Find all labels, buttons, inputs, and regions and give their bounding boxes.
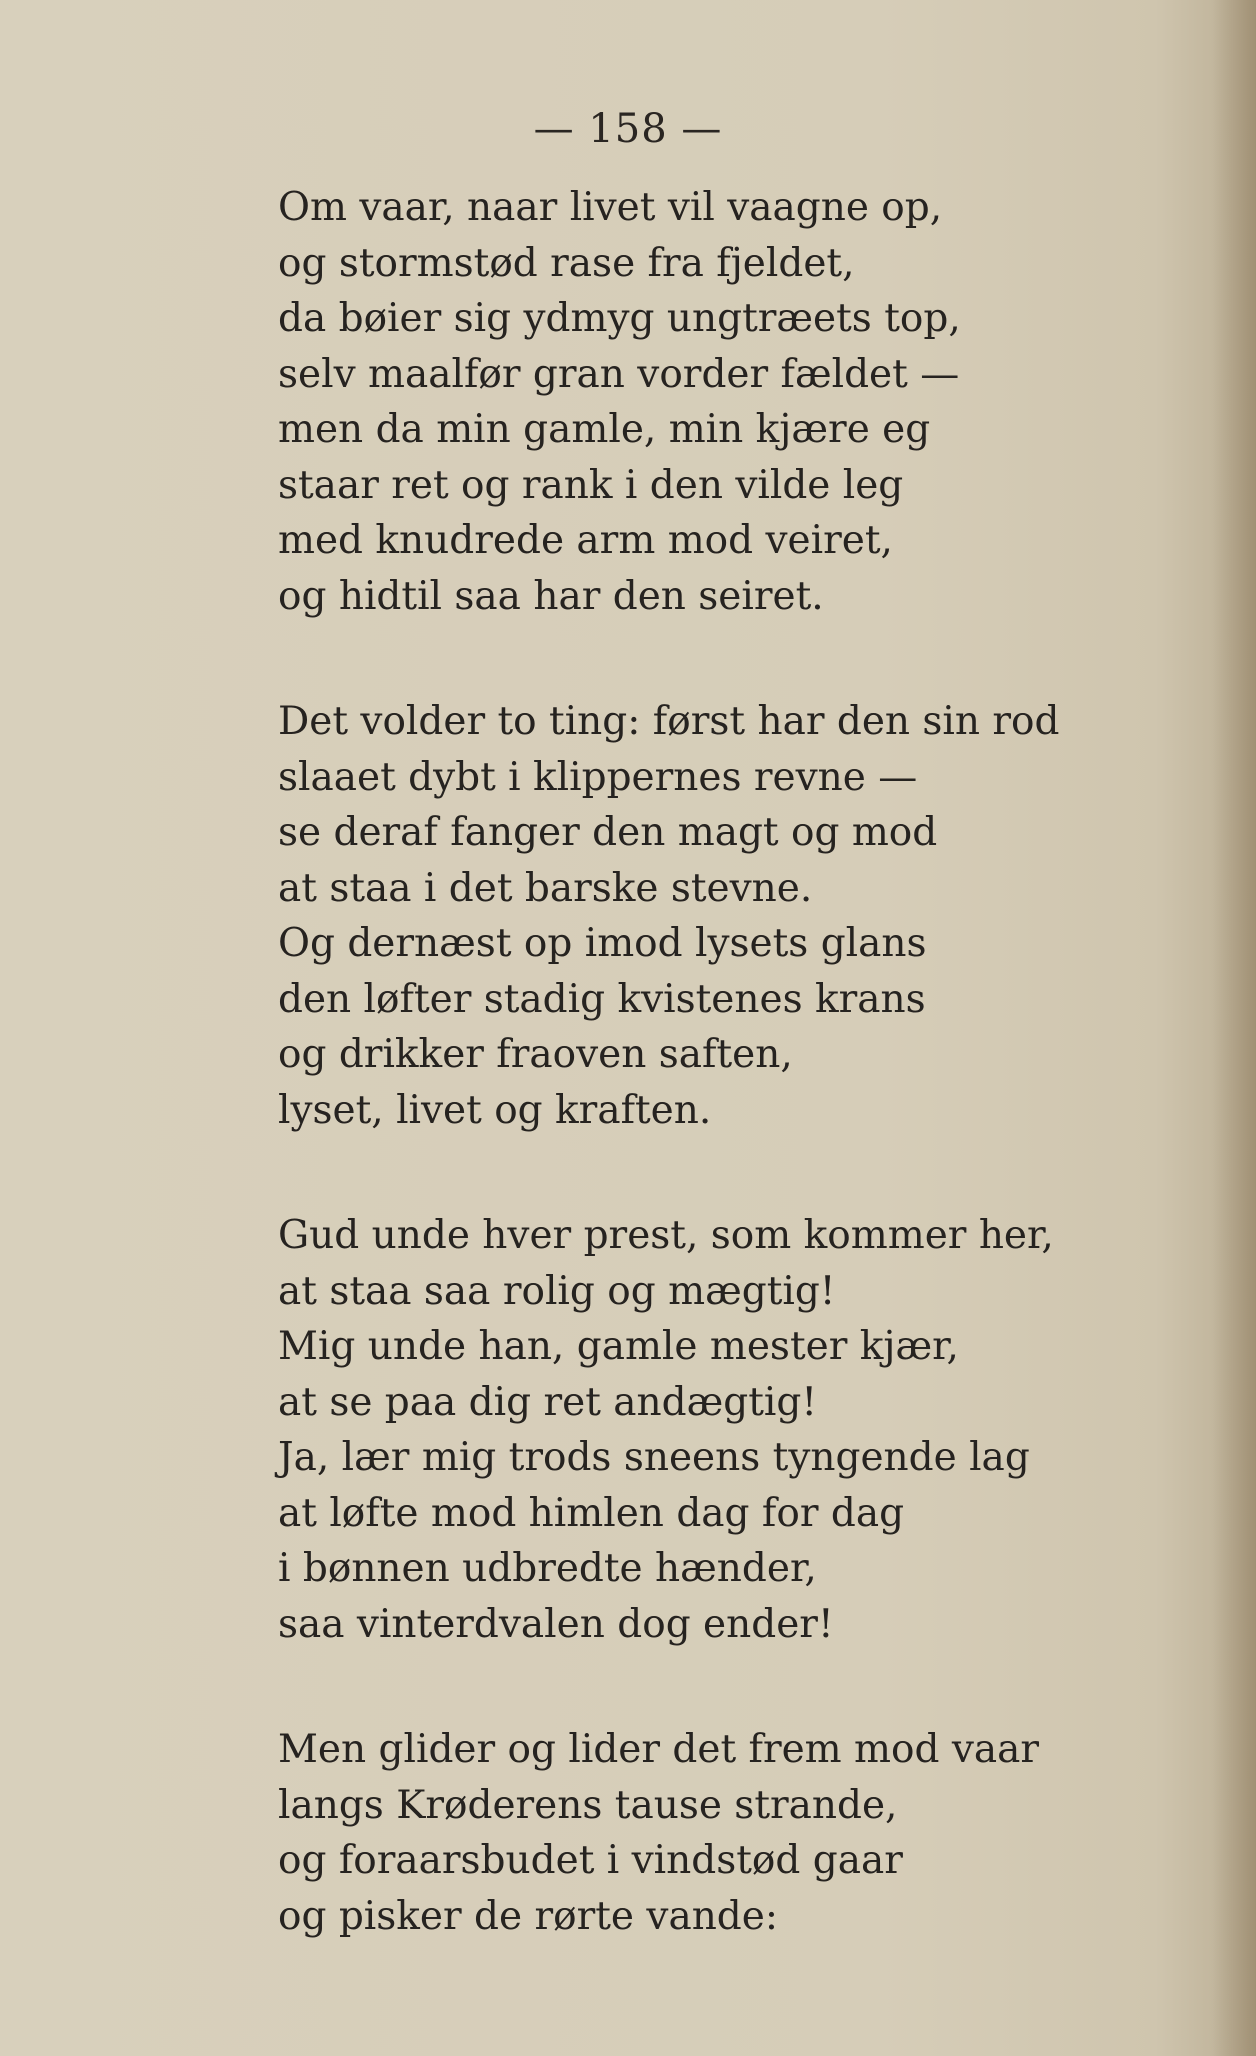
stanza	[278, 1208, 1178, 1652]
poem-line: Og dernæst op imod lysets glans	[278, 921, 927, 966]
poem-line: i bønnen udbredte hænder,	[278, 1546, 817, 1591]
stanza	[278, 694, 1178, 1138]
poem-line: at staa i det barske stevne.	[278, 865, 813, 911]
page-number: — 158 —	[533, 106, 723, 152]
poem-line: og hidtil saa har den seiret.	[278, 573, 824, 619]
poem-line: og foraarsbudet i vindstød gaar	[278, 1838, 903, 1883]
poem-line: Ja, lær mig trods sneens tyngende lag	[278, 1435, 1030, 1480]
poem-line: Om vaar, naar livet vil vaagne op,	[278, 185, 943, 230]
poem-line: da bøier sig ydmyg ungtræets top,	[278, 296, 961, 341]
poem-line: at se paa dig ret andægtig!	[278, 1379, 818, 1425]
poem-line: med knudrede arm mod veiret,	[278, 518, 893, 563]
poem-line: og drikker fraoven saften,	[278, 1032, 793, 1077]
poem-line: Men glider og lider det frem mod vaar	[278, 1727, 1040, 1772]
poem-line: og stormstød rase fra fjeldet,	[278, 240, 855, 286]
poem-line: se deraf fanger den magt og mod	[278, 810, 938, 855]
poem-line: Det volder to ting: først har den sin rod	[278, 699, 1060, 744]
poem-line: langs Krøderens tause strande,	[278, 1782, 898, 1828]
stanza	[278, 1722, 1178, 1944]
poem-line: men da min gamle, min kjære eg	[278, 407, 931, 452]
poem-line: saa vinterdvalen dog ender!	[278, 1601, 834, 1647]
stanza	[278, 180, 1178, 624]
poem-line: Gud unde hver prest, som kommer her,	[278, 1213, 1054, 1258]
poem-line: og pisker de rørte vande:	[278, 1893, 778, 1939]
poem-line: at staa saa rolig og mægtig!	[278, 1268, 836, 1314]
poem-line: selv maalfør gran vorder fældet —	[278, 351, 960, 397]
poem-line: den løfter stadig kvistenes krans	[278, 976, 926, 1022]
poem-line: Mig unde han, gamle mester kjær,	[278, 1324, 959, 1369]
page-edge-shadow	[1212, 0, 1256, 2056]
poem	[278, 180, 1178, 2014]
poem-line: staar ret og rank i den vilde leg	[278, 462, 904, 508]
poem-line: at løfte mod himlen dag for dag	[278, 1490, 905, 1536]
poem-line: slaaet dybt i klippernes revne —	[278, 754, 918, 800]
poem-line: lyset, livet og kraften.	[278, 1087, 712, 1133]
